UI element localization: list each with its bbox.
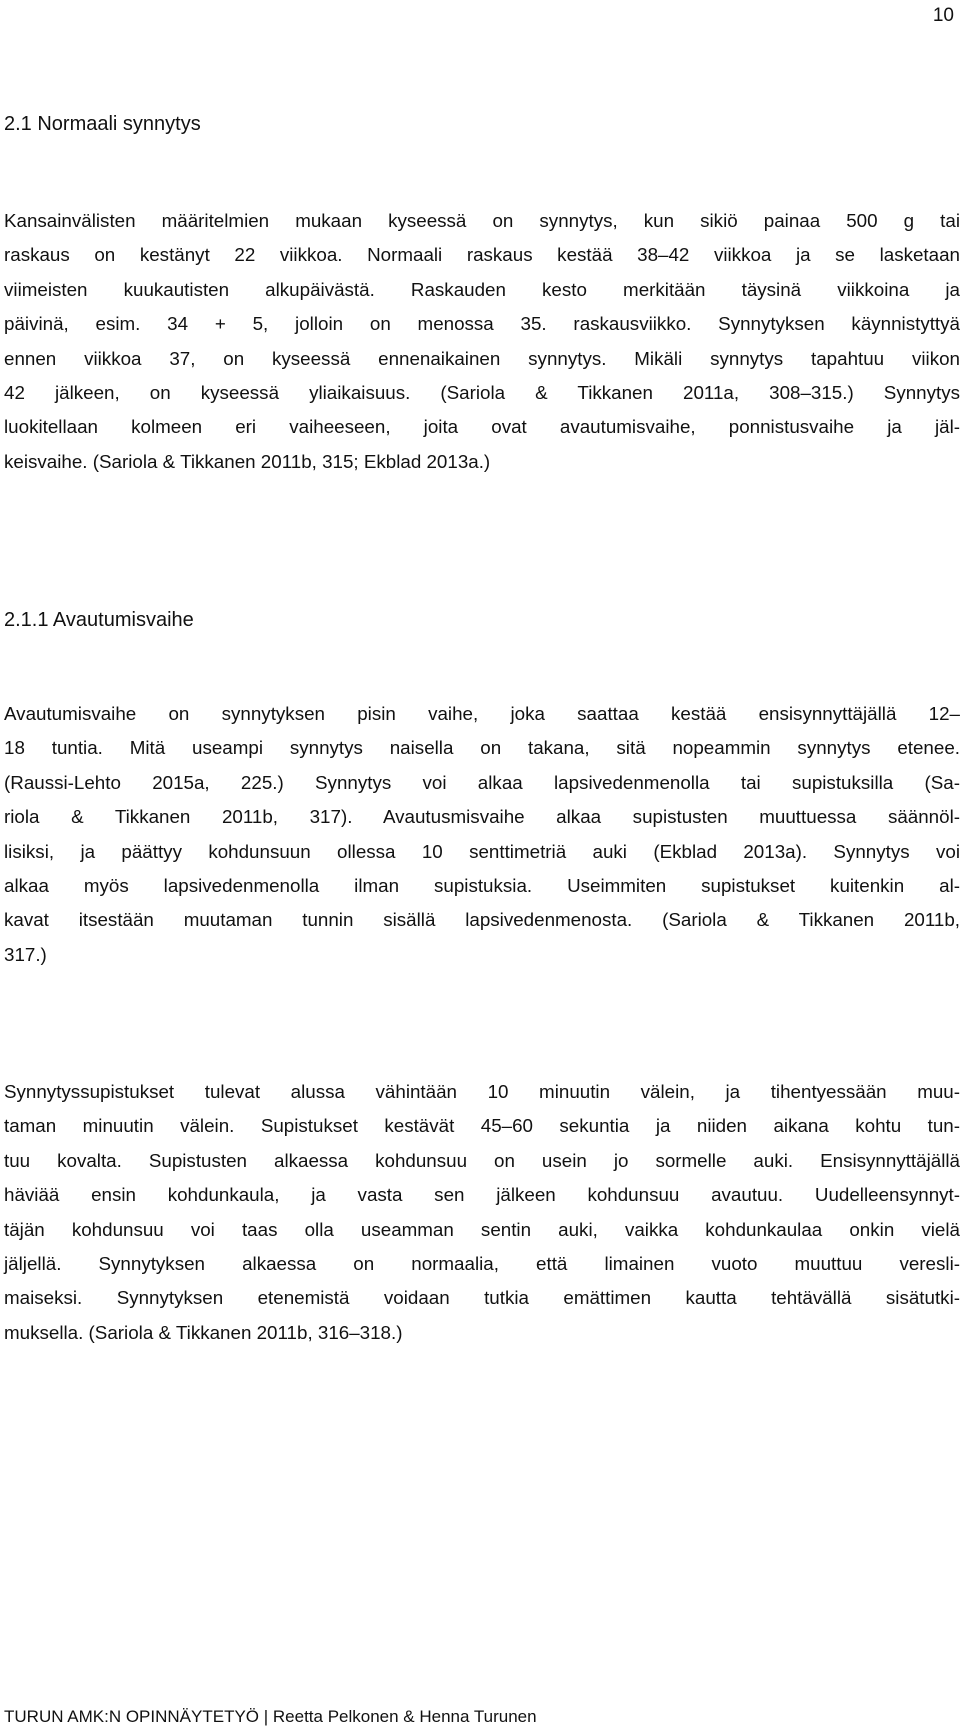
paragraph-line: 18 tuntia. Mitä useampi synnytys naisella on takana, sitä nopeammin synnytys etenee. <box>4 737 960 759</box>
paragraph-line: Kansainvälisten määritelmien mukaan kyseessä on synnytys, kun sikiö painaa 500 g tai <box>4 210 960 231</box>
paragraph-line: Avautumisvaihe on synnytyksen pisin vaihe, joka saattaa kestää ensisynnyttäjällä 12– <box>4 703 960 724</box>
paragraph-line: raskaus on kestänyt 22 viikkoa. Normaali raskaus kestää 38–42 viikkoa ja se lasketaan <box>4 244 960 266</box>
paragraph-line: 42 jälkeen, on kyseessä yliaikaisuus. (Sariola & Tikkanen 2011a, 308–315.) Synnytys <box>4 382 960 404</box>
paragraph-contractions <box>4 1075 960 1350</box>
section-heading: 2.1 Normaali synnytys <box>4 113 201 135</box>
paragraph-line: Synnytyssupistukset tulevat alussa vähintään 10 minuutin välein, ja tihentyessään muu- <box>4 1081 960 1102</box>
paragraph-line: 317.) <box>4 943 47 965</box>
paragraph-line: muksella. (Sariola & Tikkanen 2011b, 316–318.) <box>4 1321 403 1343</box>
paragraph-line: jäljellä. Synnytyksen alkaessa on normaalia, että limainen vuoto muuttuu veresli- <box>4 1253 960 1275</box>
subsection-heading: 2.1.1 Avautumisvaihe <box>4 609 194 631</box>
paragraph-line: lisiksi, ja päättyy kohdunsuun ollessa 10 senttimetriä auki (Ekblad 2013a). Synnytys voi <box>4 840 960 862</box>
paragraph-line: häviää ensin kohdunkaula, ja vasta sen jälkeen kohdunsuu avautuu. Uudelleensynnyt- <box>4 1184 960 1206</box>
paragraph-line: riola & Tikkanen 2011b, 317). Avautusmisvaihe alkaa supistusten muuttuessa säännöl- <box>4 806 960 828</box>
page-footer: TURUN AMK:N OPINNÄYTETYÖ | Reetta Pelkonen & Henna Turunen <box>4 1707 537 1726</box>
paragraph-normal-birth <box>4 204 960 479</box>
paragraph-line: kavat itsestään muutaman tunnin sisällä lapsivedenmenosta. (Sariola & Tikkanen 2011b, <box>4 909 960 931</box>
paragraph-line: ennen viikkoa 37, on kyseessä ennenaikainen synnytys. Mikäli synnytys tapahtuu viikon <box>4 347 960 369</box>
paragraph-line: täjän kohdunsuu voi taas olla useamman sentin auki, vaikka kohdunkaulaa onkin vielä <box>4 1218 960 1240</box>
paragraph-line: luokitellaan kolmeen eri vaiheeseen, joita ovat avautumisvaihe, ponnistusvaihe ja jäl- <box>4 416 960 438</box>
page-number: 10 <box>932 5 954 26</box>
paragraph-line: viimeisten kuukautisten alkupäivästä. Raskauden kesto merkitään täysinä viikkoina ja <box>4 278 960 300</box>
paragraph-line: keisvaihe. (Sariola & Tikkanen 2011b, 315; Ekblad 2013a.) <box>4 450 491 472</box>
paragraph-line: (Raussi-Lehto 2015a, 225.) Synnytys voi alkaa lapsivedenmenolla tai supistuksilla (Sa- <box>4 771 960 793</box>
paragraph-line: tuu kovalta. Supistusten alkaessa kohdunsuu on usein jo sormelle auki. Ensisynnyttäjällä <box>4 1149 960 1171</box>
paragraph-line: alkaa myös lapsivedenmenolla ilman supistuksia. Useimmiten supistukset kuitenkin al- <box>4 875 960 897</box>
paragraph-line: päivinä, esim. 34 + 5, jolloin on menossa 35. raskausviikko. Synnytyksen käynnistyttyä <box>4 313 960 335</box>
paragraph-line: taman minuutin välein. Supistukset kestävät 45–60 sekuntia ja niiden aikana kohtu tun- <box>4 1115 960 1137</box>
paragraph-dilation-stage <box>4 697 960 972</box>
paragraph-line: maiseksi. Synnytyksen etenemistä voidaan tutkia emättimen kautta tehtävällä sisätutki- <box>4 1287 960 1309</box>
